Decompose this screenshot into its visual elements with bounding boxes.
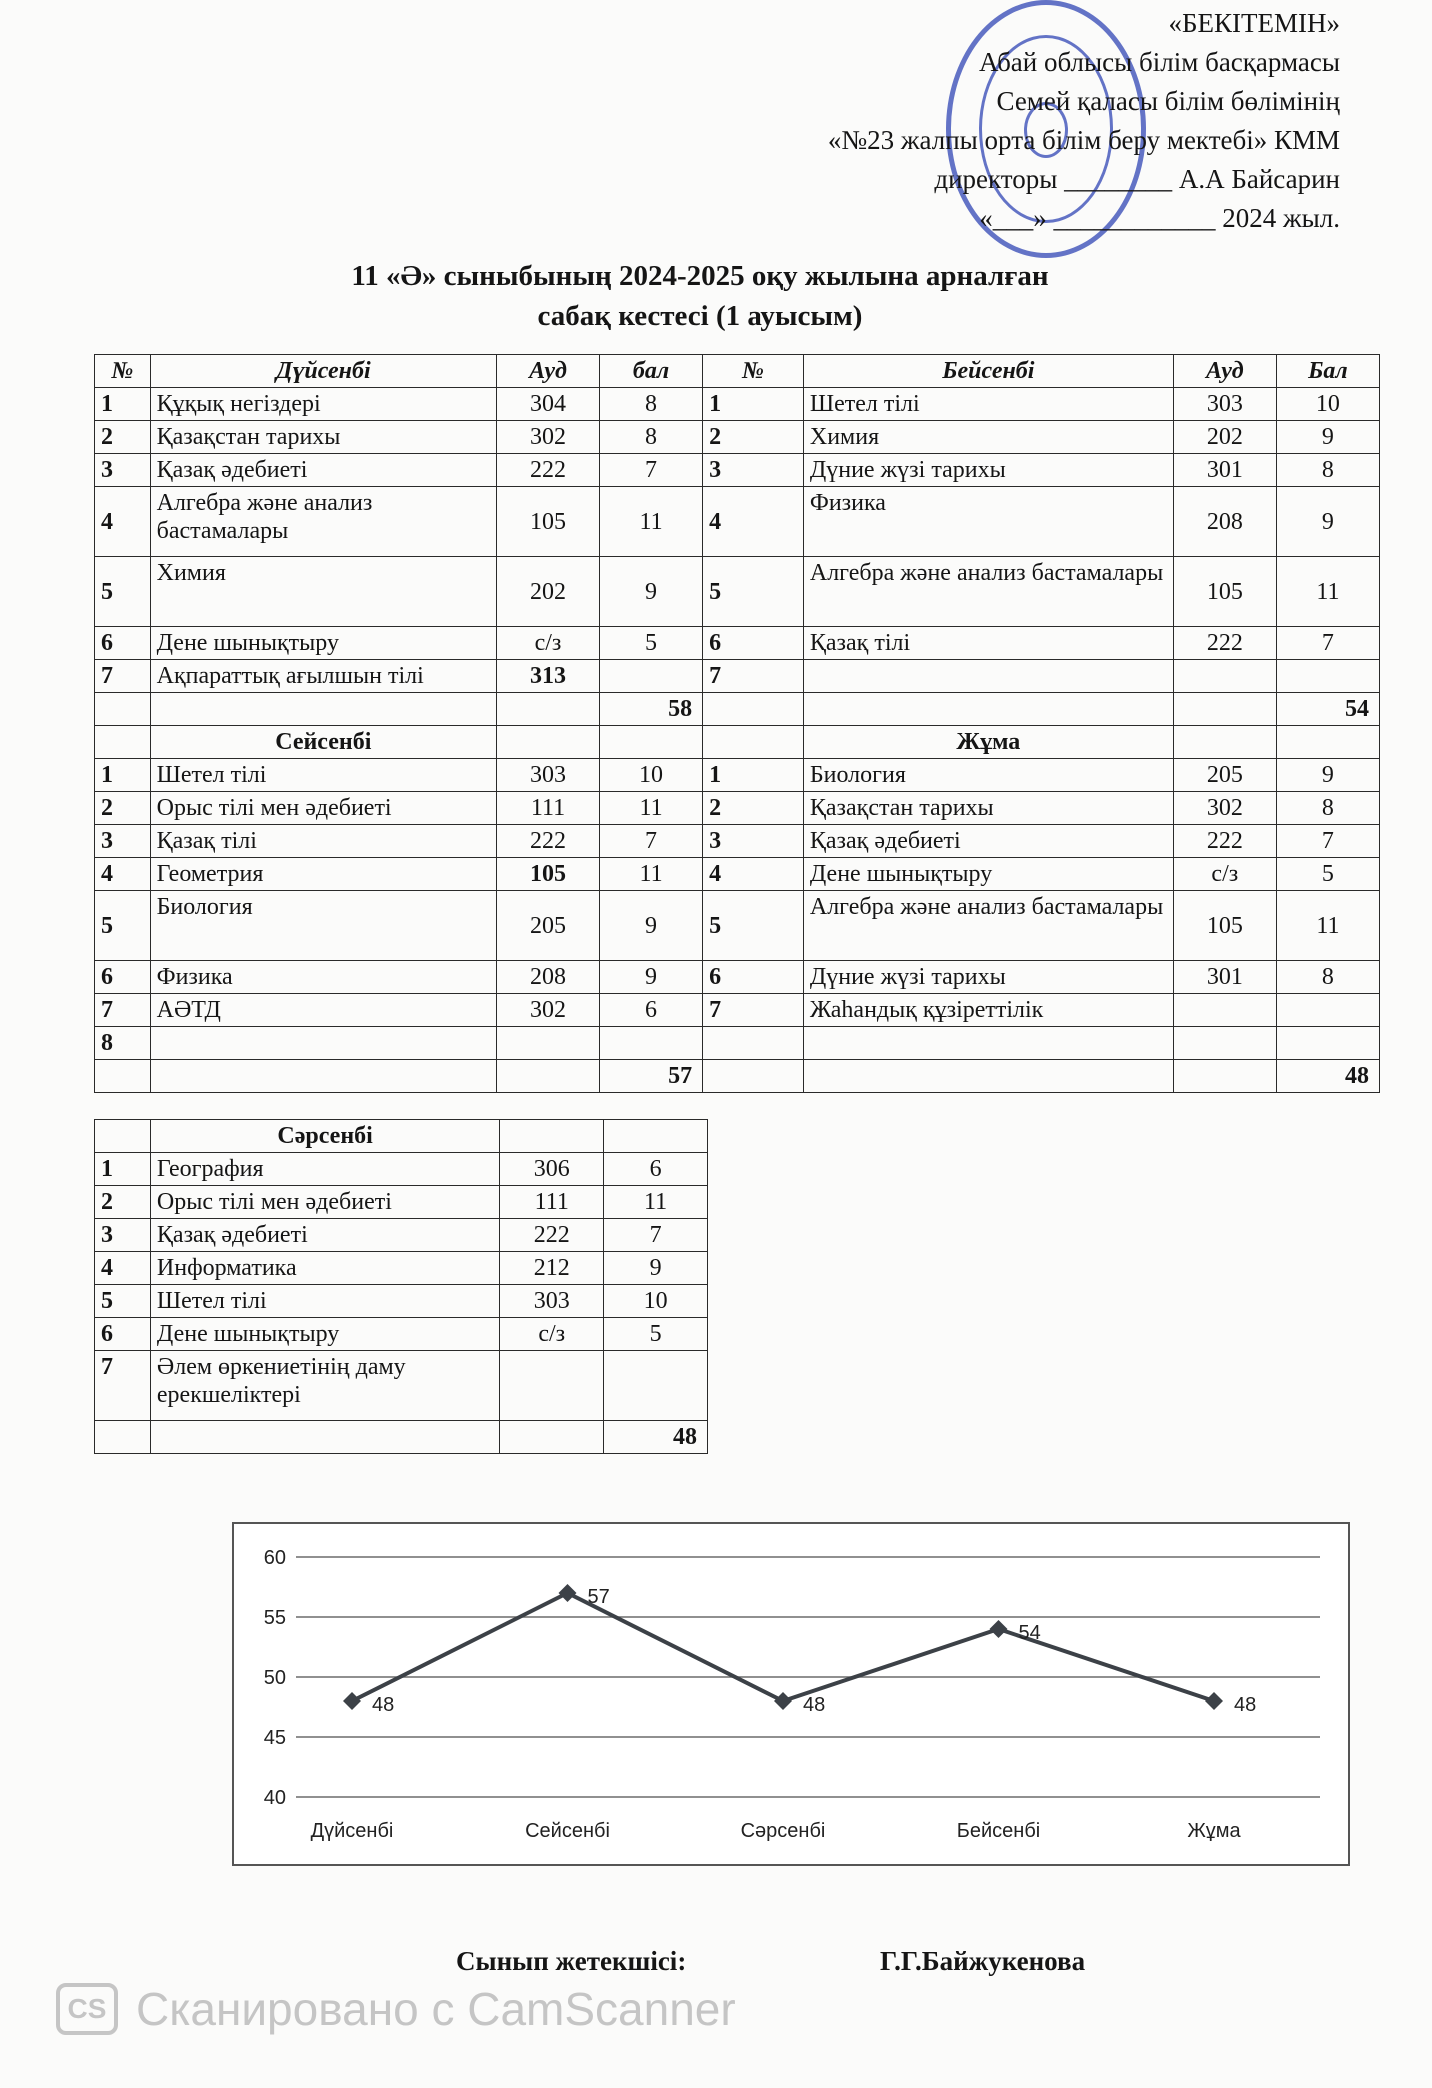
empty-cell [600,726,703,759]
empty-cell [1173,1060,1276,1093]
lesson-room: 313 [496,660,599,693]
lesson-points: 5 [1276,858,1379,891]
lesson-points: 7 [600,454,703,487]
lesson-room: 303 [500,1285,604,1318]
approval-line-1: «БЕКІТЕМІН» [1168,8,1340,38]
table-row [95,961,1380,994]
lesson-number: 6 [95,961,151,994]
lesson-room [1173,660,1276,693]
lesson-number: 7 [703,660,804,693]
lesson-points: 11 [1276,557,1379,627]
th-aud: Ауд [496,355,599,388]
data-label: 48 [1234,1694,1257,1716]
empty-cell [604,1120,708,1153]
camscanner-logo-icon: CS [56,1983,118,2035]
lesson-room: 301 [1173,454,1276,487]
series-line [352,1593,1214,1701]
lesson-subject: Қазақ тілі [150,825,496,858]
lesson-subject: Дене шынықтыру [150,627,496,660]
lesson-points: 8 [1276,961,1379,994]
camscanner-watermark-text: Сканировано с CamScanner [136,1983,736,2035]
th-num-2: № [703,355,804,388]
camscanner-watermark [56,1980,736,2038]
lesson-number: 6 [95,1318,151,1351]
table-row [95,759,1380,792]
lesson-number: 4 [703,487,804,557]
lesson-points: 9 [604,1252,708,1285]
lesson-subject: Дене шынықтыру [150,1318,499,1351]
lesson-room: 105 [496,858,599,891]
lesson-points [600,1027,703,1060]
lesson-subject [803,660,1173,693]
table-row [95,891,1380,961]
approval-block [700,4,1340,238]
lesson-points: 8 [1276,792,1379,825]
table-row [95,1252,708,1285]
lesson-room: 202 [1173,421,1276,454]
empty-cell [95,1421,151,1454]
schedule-table-wednesday [94,1119,708,1454]
data-point-marker [1205,1692,1223,1710]
lesson-subject: Биология [150,891,496,961]
lesson-subject: Орыс тілі мен әдебиеті [150,1186,499,1219]
lesson-room: 301 [1173,961,1276,994]
lesson-number: 6 [95,627,151,660]
data-point-marker [990,1620,1008,1638]
lesson-room: 105 [496,487,599,557]
lesson-points: 8 [1276,454,1379,487]
class-teacher-name: Г.Г.Байжукенова [880,1946,1086,1976]
lesson-number: 7 [95,1351,151,1421]
document-title-line-2: сабақ кестесі (1 ауысым) [537,300,863,332]
lesson-points [604,1351,708,1421]
friday-total: 48 [1276,1060,1379,1093]
lesson-points: 11 [600,792,703,825]
th-aud-2: Ауд [1173,355,1276,388]
lesson-room [1173,994,1276,1027]
lesson-number: 7 [703,994,804,1027]
empty-cell [703,693,804,726]
empty-cell [150,1421,499,1454]
th-bal-2: Бал [1276,355,1379,388]
lesson-subject: Қазақ тілі [803,627,1173,660]
table-row [95,557,1380,627]
table-row [95,1318,708,1351]
lesson-number: 3 [703,454,804,487]
th-thursday: Бейсенбі [803,355,1173,388]
x-tick-label: Бейсенбі [956,1820,1041,1842]
document-title-line-1: 11 «Ә» сыныбының 2024-2025 оқу жылына арналған [351,260,1049,292]
lesson-subject: Жаһандық құзіреттілік [803,994,1173,1027]
empty-cell [496,693,599,726]
lesson-number: 6 [703,627,804,660]
lesson-room: с/з [1173,858,1276,891]
lesson-points: 9 [600,961,703,994]
table-row [95,1351,708,1421]
th-monday: Дүйсенбі [150,355,496,388]
empty-cell [95,1120,151,1153]
lesson-room: 302 [496,994,599,1027]
empty-cell [803,1060,1173,1093]
lesson-subject: Шетел тілі [150,1285,499,1318]
empty-cell [703,726,804,759]
table-row [95,1027,1380,1060]
lesson-number: 2 [95,792,151,825]
lesson-room: 105 [1173,891,1276,961]
lesson-subject: Әлем өркениетінің даму ерекшеліктері [150,1351,499,1421]
tuesday-label: Сейсенбі [150,726,496,759]
table-row [95,421,1380,454]
thursday-total: 54 [1276,693,1379,726]
lesson-room [1173,1027,1276,1060]
y-tick-label: 50 [263,1667,286,1689]
table-row [95,825,1380,858]
y-tick-label: 60 [263,1547,286,1569]
wednesday-table-body [95,1120,708,1454]
lesson-number: 4 [95,1252,151,1285]
friday-label: Жұма [803,726,1173,759]
empty-cell [1276,726,1379,759]
y-tick-label: 55 [263,1607,286,1629]
empty-cell [1173,726,1276,759]
lesson-subject [150,1027,496,1060]
table-row [95,994,1380,1027]
lesson-number: 7 [95,994,151,1027]
data-label: 57 [587,1586,610,1608]
lesson-subject: Дене шынықтыру [803,858,1173,891]
lesson-subject: Қазақ әдебиеті [150,454,496,487]
lesson-number: 8 [95,1027,151,1060]
lesson-room: 222 [1173,627,1276,660]
table-row [95,1285,708,1318]
lesson-room: 205 [496,891,599,961]
lesson-points [600,660,703,693]
empty-cell [703,1060,804,1093]
table-row [95,388,1380,421]
lesson-points: 9 [1276,487,1379,557]
data-point-marker [559,1584,577,1602]
lesson-room: 205 [1173,759,1276,792]
data-label: 54 [1018,1622,1041,1644]
table-row [95,487,1380,557]
lesson-points: 6 [604,1153,708,1186]
day-label-row [95,1120,708,1153]
table-row [95,1186,708,1219]
table-row [95,858,1380,891]
lesson-room: 111 [496,792,599,825]
lesson-subject: Орыс тілі мен әдебиеті [150,792,496,825]
lesson-subject: Алгебра және анализ бастамалары [803,557,1173,627]
lesson-room: 302 [496,421,599,454]
lesson-number: 1 [95,388,151,421]
lesson-points: 10 [604,1285,708,1318]
monday-total: 58 [600,693,703,726]
empty-cell [95,693,151,726]
table-row [95,792,1380,825]
y-tick-label: 45 [263,1727,286,1749]
lesson-number: 3 [703,825,804,858]
empty-cell [95,726,151,759]
lesson-points: 9 [1276,759,1379,792]
approval-line-2: Абай облысы білім басқармасы [978,47,1340,77]
lesson-points [1276,1027,1379,1060]
lesson-points [1276,994,1379,1027]
lesson-subject: Дүние жүзі тарихы [803,961,1173,994]
lesson-room: 222 [1173,825,1276,858]
lesson-room: 105 [1173,557,1276,627]
lesson-points: 7 [600,825,703,858]
lesson-subject: Ақпараттық ағылшын тілі [150,660,496,693]
lesson-number: 5 [95,557,151,627]
lesson-number: 5 [95,891,151,961]
empty-cell [95,1060,151,1093]
lesson-points: 7 [1276,627,1379,660]
lesson-room: с/з [496,627,599,660]
wednesday-total: 48 [604,1421,708,1454]
totals-row [95,1060,1380,1093]
table-row [95,1153,708,1186]
approval-line-4: «№23 жалпы орта білім беру мектебі» КММ [827,125,1340,155]
lesson-points [1276,660,1379,693]
empty-cell [500,1120,604,1153]
lesson-subject: Дүние жүзі тарихы [803,454,1173,487]
lesson-subject: Физика [150,961,496,994]
lesson-points: 11 [600,858,703,891]
lesson-room: 208 [1173,487,1276,557]
lesson-number: 4 [95,487,151,557]
table-row [95,1219,708,1252]
empty-cell [496,726,599,759]
lesson-subject [803,1027,1173,1060]
approval-line-5: директоры ________ А.А Байсарин [934,164,1340,194]
schedule-table-body [95,355,1380,1093]
lesson-number: 2 [703,792,804,825]
lesson-number: 7 [95,660,151,693]
data-label: 48 [803,1694,826,1716]
th-num: № [95,355,151,388]
lesson-number: 3 [95,454,151,487]
lesson-number: 5 [703,557,804,627]
lesson-subject: Геометрия [150,858,496,891]
lesson-subject: Алгебра және анализ бастамалары [803,891,1173,961]
data-label: 48 [372,1694,395,1716]
table-row [95,454,1380,487]
empty-cell [500,1421,604,1454]
lesson-points: 7 [1276,825,1379,858]
lesson-room: 202 [496,557,599,627]
lesson-subject: Биология [803,759,1173,792]
lesson-subject: Информатика [150,1252,499,1285]
lesson-number: 2 [703,421,804,454]
lesson-number: 1 [95,1153,151,1186]
data-point-marker [343,1692,361,1710]
weekly-points-chart [232,1522,1350,1866]
lesson-room: с/з [500,1318,604,1351]
lesson-subject: Құқық негіздері [150,388,496,421]
lesson-number: 3 [95,1219,151,1252]
lesson-room: 212 [500,1252,604,1285]
lesson-number: 6 [703,961,804,994]
lesson-subject: Шетел тілі [803,388,1173,421]
class-teacher-label: Сынып жетекшісі: [456,1946,687,1976]
lesson-subject: АӘТД [150,994,496,1027]
lesson-subject: География [150,1153,499,1186]
table-row [95,660,1380,693]
lesson-room: 222 [500,1219,604,1252]
lesson-subject: Қазақ әдебиеті [150,1219,499,1252]
lesson-subject: Химия [803,421,1173,454]
tuesday-total: 57 [600,1060,703,1093]
lesson-number: 3 [95,825,151,858]
lesson-number [703,1027,804,1060]
lesson-room: 303 [496,759,599,792]
empty-cell [496,1060,599,1093]
lesson-points: 11 [604,1186,708,1219]
lesson-number: 5 [703,891,804,961]
lesson-points: 11 [1276,891,1379,961]
lesson-points: 6 [600,994,703,1027]
lesson-points: 8 [600,388,703,421]
x-tick-label: Жұма [1187,1820,1241,1842]
data-point-marker [774,1692,792,1710]
x-tick-label: Сейсенбі [525,1820,610,1842]
lesson-room: 304 [496,388,599,421]
day-label-row [95,726,1380,759]
wednesday-label: Сәрсенбі [150,1120,499,1153]
x-tick-label: Сәрсенбі [740,1820,826,1842]
lesson-number: 1 [95,759,151,792]
lesson-subject: Физика [803,487,1173,557]
lesson-room: 222 [496,454,599,487]
lesson-subject: Алгебра және анализ бастамалары [150,487,496,557]
empty-cell [1173,693,1276,726]
lesson-room [496,1027,599,1060]
lesson-room: 222 [496,825,599,858]
lesson-points: 7 [604,1219,708,1252]
y-tick-label: 40 [263,1787,286,1809]
lesson-points: 10 [600,759,703,792]
empty-cell [150,693,496,726]
lesson-number: 1 [703,388,804,421]
th-bal: бал [600,355,703,388]
empty-cell [803,693,1173,726]
lesson-subject: Қазақстан тарихы [150,421,496,454]
lesson-number: 1 [703,759,804,792]
lesson-number: 2 [95,1186,151,1219]
lesson-number: 4 [703,858,804,891]
lesson-room: 111 [500,1186,604,1219]
approval-line-3: Семей қаласы білім бөлімінің [996,86,1340,116]
lesson-points: 5 [600,627,703,660]
lesson-points: 11 [600,487,703,557]
lesson-room: 306 [500,1153,604,1186]
totals-row [95,1421,708,1454]
totals-row [95,693,1380,726]
lesson-points: 9 [600,891,703,961]
lesson-points: 9 [1276,421,1379,454]
x-tick-label: Дүйсенбі [310,1820,394,1842]
lesson-room: 303 [1173,388,1276,421]
table-header-row [95,355,1380,388]
lesson-points: 9 [600,557,703,627]
schedule-table-main [94,354,1380,1093]
lesson-room: 302 [1173,792,1276,825]
lesson-room: 208 [496,961,599,994]
lesson-subject: Қазақстан тарихы [803,792,1173,825]
table-row [95,627,1380,660]
lesson-points: 10 [1276,388,1379,421]
lesson-number: 5 [95,1285,151,1318]
empty-cell [150,1060,496,1093]
lesson-subject: Қазақ әдебиеті [803,825,1173,858]
lesson-subject: Химия [150,557,496,627]
approval-line-6: «___» ____________ 2024 жыл. [979,203,1340,233]
lesson-number: 4 [95,858,151,891]
lesson-subject: Шетел тілі [150,759,496,792]
lesson-room [500,1351,604,1421]
lesson-points: 5 [604,1318,708,1351]
lesson-number: 2 [95,421,151,454]
lesson-points: 8 [600,421,703,454]
chart-svg [234,1524,1352,1868]
